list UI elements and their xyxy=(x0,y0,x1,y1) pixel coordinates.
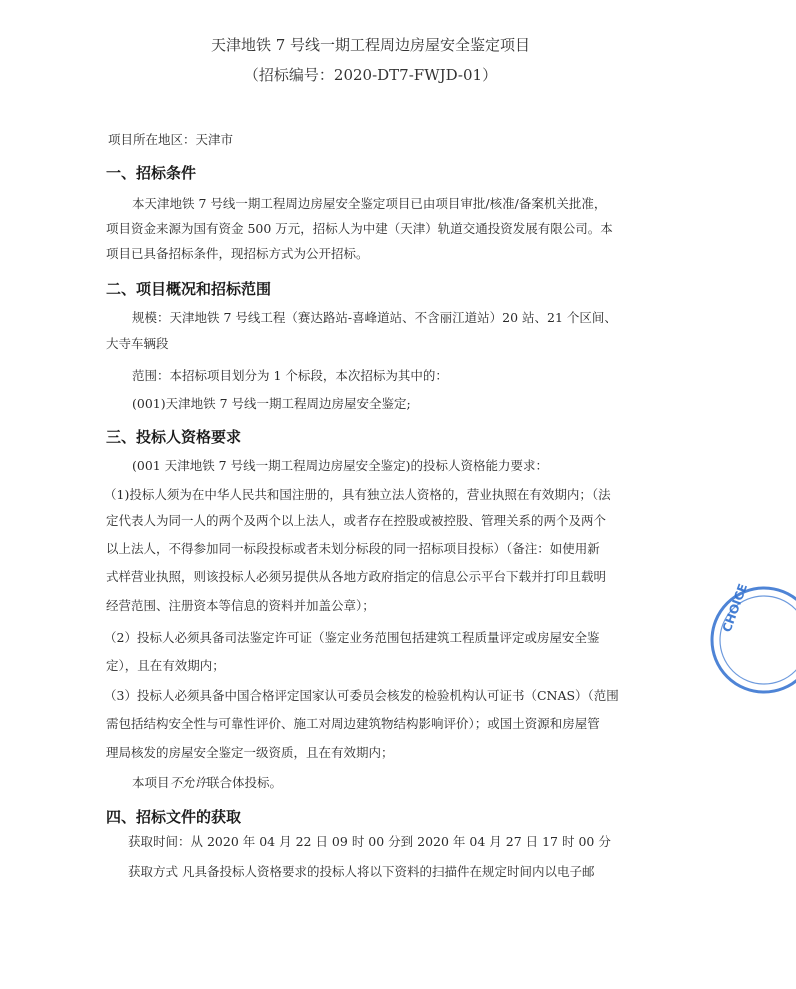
section-1-line: 项目已具备招标条件，现招标方式为公开招标。 xyxy=(106,246,369,261)
section-3-line: 以上法人，不得参加同一标段投标或者未划分标段的同一招标项目投标）（备注：如使用新 xyxy=(106,541,600,556)
section-3-heading: 三、投标人资格要求 xyxy=(106,428,242,446)
section-4-heading: 四、招标文件的获取 xyxy=(106,808,242,826)
section-3-line: （2）投标人必须具备司法鉴定许可证（鉴定业务范围包括建筑工程质量评定或房屋安全鉴 xyxy=(104,630,600,645)
section-3-line: 式样营业执照，则该投标人必须另提供从各地方政府指定的信息公示平台下载并打印且载明 xyxy=(106,569,607,584)
joint-bid-italic: 不允许 xyxy=(169,775,208,790)
section-2-line: 范围：本招标项目划分为 1 个标段，本次招标为其中的： xyxy=(132,368,448,383)
joint-bid-note xyxy=(132,777,282,790)
tender-number: （招标编号：2020-DT7-FWJD-01） xyxy=(243,66,498,84)
section-4-line: 获取方式 凡具备投标人资格要求的投标人将以下资料的扫描件在规定时间内以电子邮 xyxy=(128,864,595,879)
section-3-line: （1)投标人须为在中华人民共和国注册的，具有独立法人资格的，营业执照在有效期内；（法 xyxy=(104,487,611,502)
joint-bid-suffix: 联合体投标。 xyxy=(207,775,283,790)
section-1-line: 本天津地铁 7 号线一期工程周边房屋安全鉴定项目已由项目审批/核准/备案机关批准， xyxy=(132,196,607,211)
section-2-line: 规模：天津地铁 7 号线工程（赛达路站-喜峰道站、不含丽江道站）20 站、21 个区间、 xyxy=(132,310,617,325)
section-3-line: （3）投标人必须具备中国合格评定国家认可委员会核发的检验机构认可证书（CNAS）（范围 xyxy=(104,688,619,703)
seal-stamp-icon xyxy=(706,575,796,705)
section-2-heading: 二、项目概况和招标范围 xyxy=(106,280,272,298)
section-3-line: (001 天津地铁 7 号线一期工程周边房屋安全鉴定)的投标人资格能力要求： xyxy=(132,458,548,473)
section-1-line: 项目资金来源为国有资金 500 万元，招标人为中建（天津）轨道交通投资发展有限公司。本 xyxy=(106,221,613,236)
section-3-line: 需包括结构安全性与可靠性评价、施工对周边建筑物结构影响评价）；或国土资源和房屋管 xyxy=(106,716,600,731)
section-1-heading: 一、招标条件 xyxy=(106,164,197,182)
project-region: 项目所在地区：天津市 xyxy=(108,132,234,147)
section-3-line: 定代表人为同一人的两个及两个以上法人，或者存在控股或被控股、管理关系的两个及两个 xyxy=(106,513,607,528)
section-2-line: 大寺车辆段 xyxy=(106,336,169,351)
section-3-line: 定），且在有效期内； xyxy=(106,658,225,673)
document-title: 天津地铁 7 号线一期工程周边房屋安全鉴定项目 xyxy=(210,36,531,54)
section-3-line: 理局核发的房屋安全鉴定一级资质，且在有效期内； xyxy=(106,745,394,760)
seal-stamp-text: CHOICE xyxy=(719,581,751,635)
section-4-line: 获取时间：从 2020 年 04 月 22 日 09 时 00 分到 2020 年 04 月 27 日 17 时 00 分 xyxy=(128,834,611,849)
section-3-line: 经营范围、注册资本等信息的资料并加盖公章）； xyxy=(106,598,375,613)
section-2-line: (001)天津地铁 7 号线一期工程周边房屋安全鉴定; xyxy=(132,396,411,411)
joint-bid-prefix: 本项目 xyxy=(132,775,170,790)
